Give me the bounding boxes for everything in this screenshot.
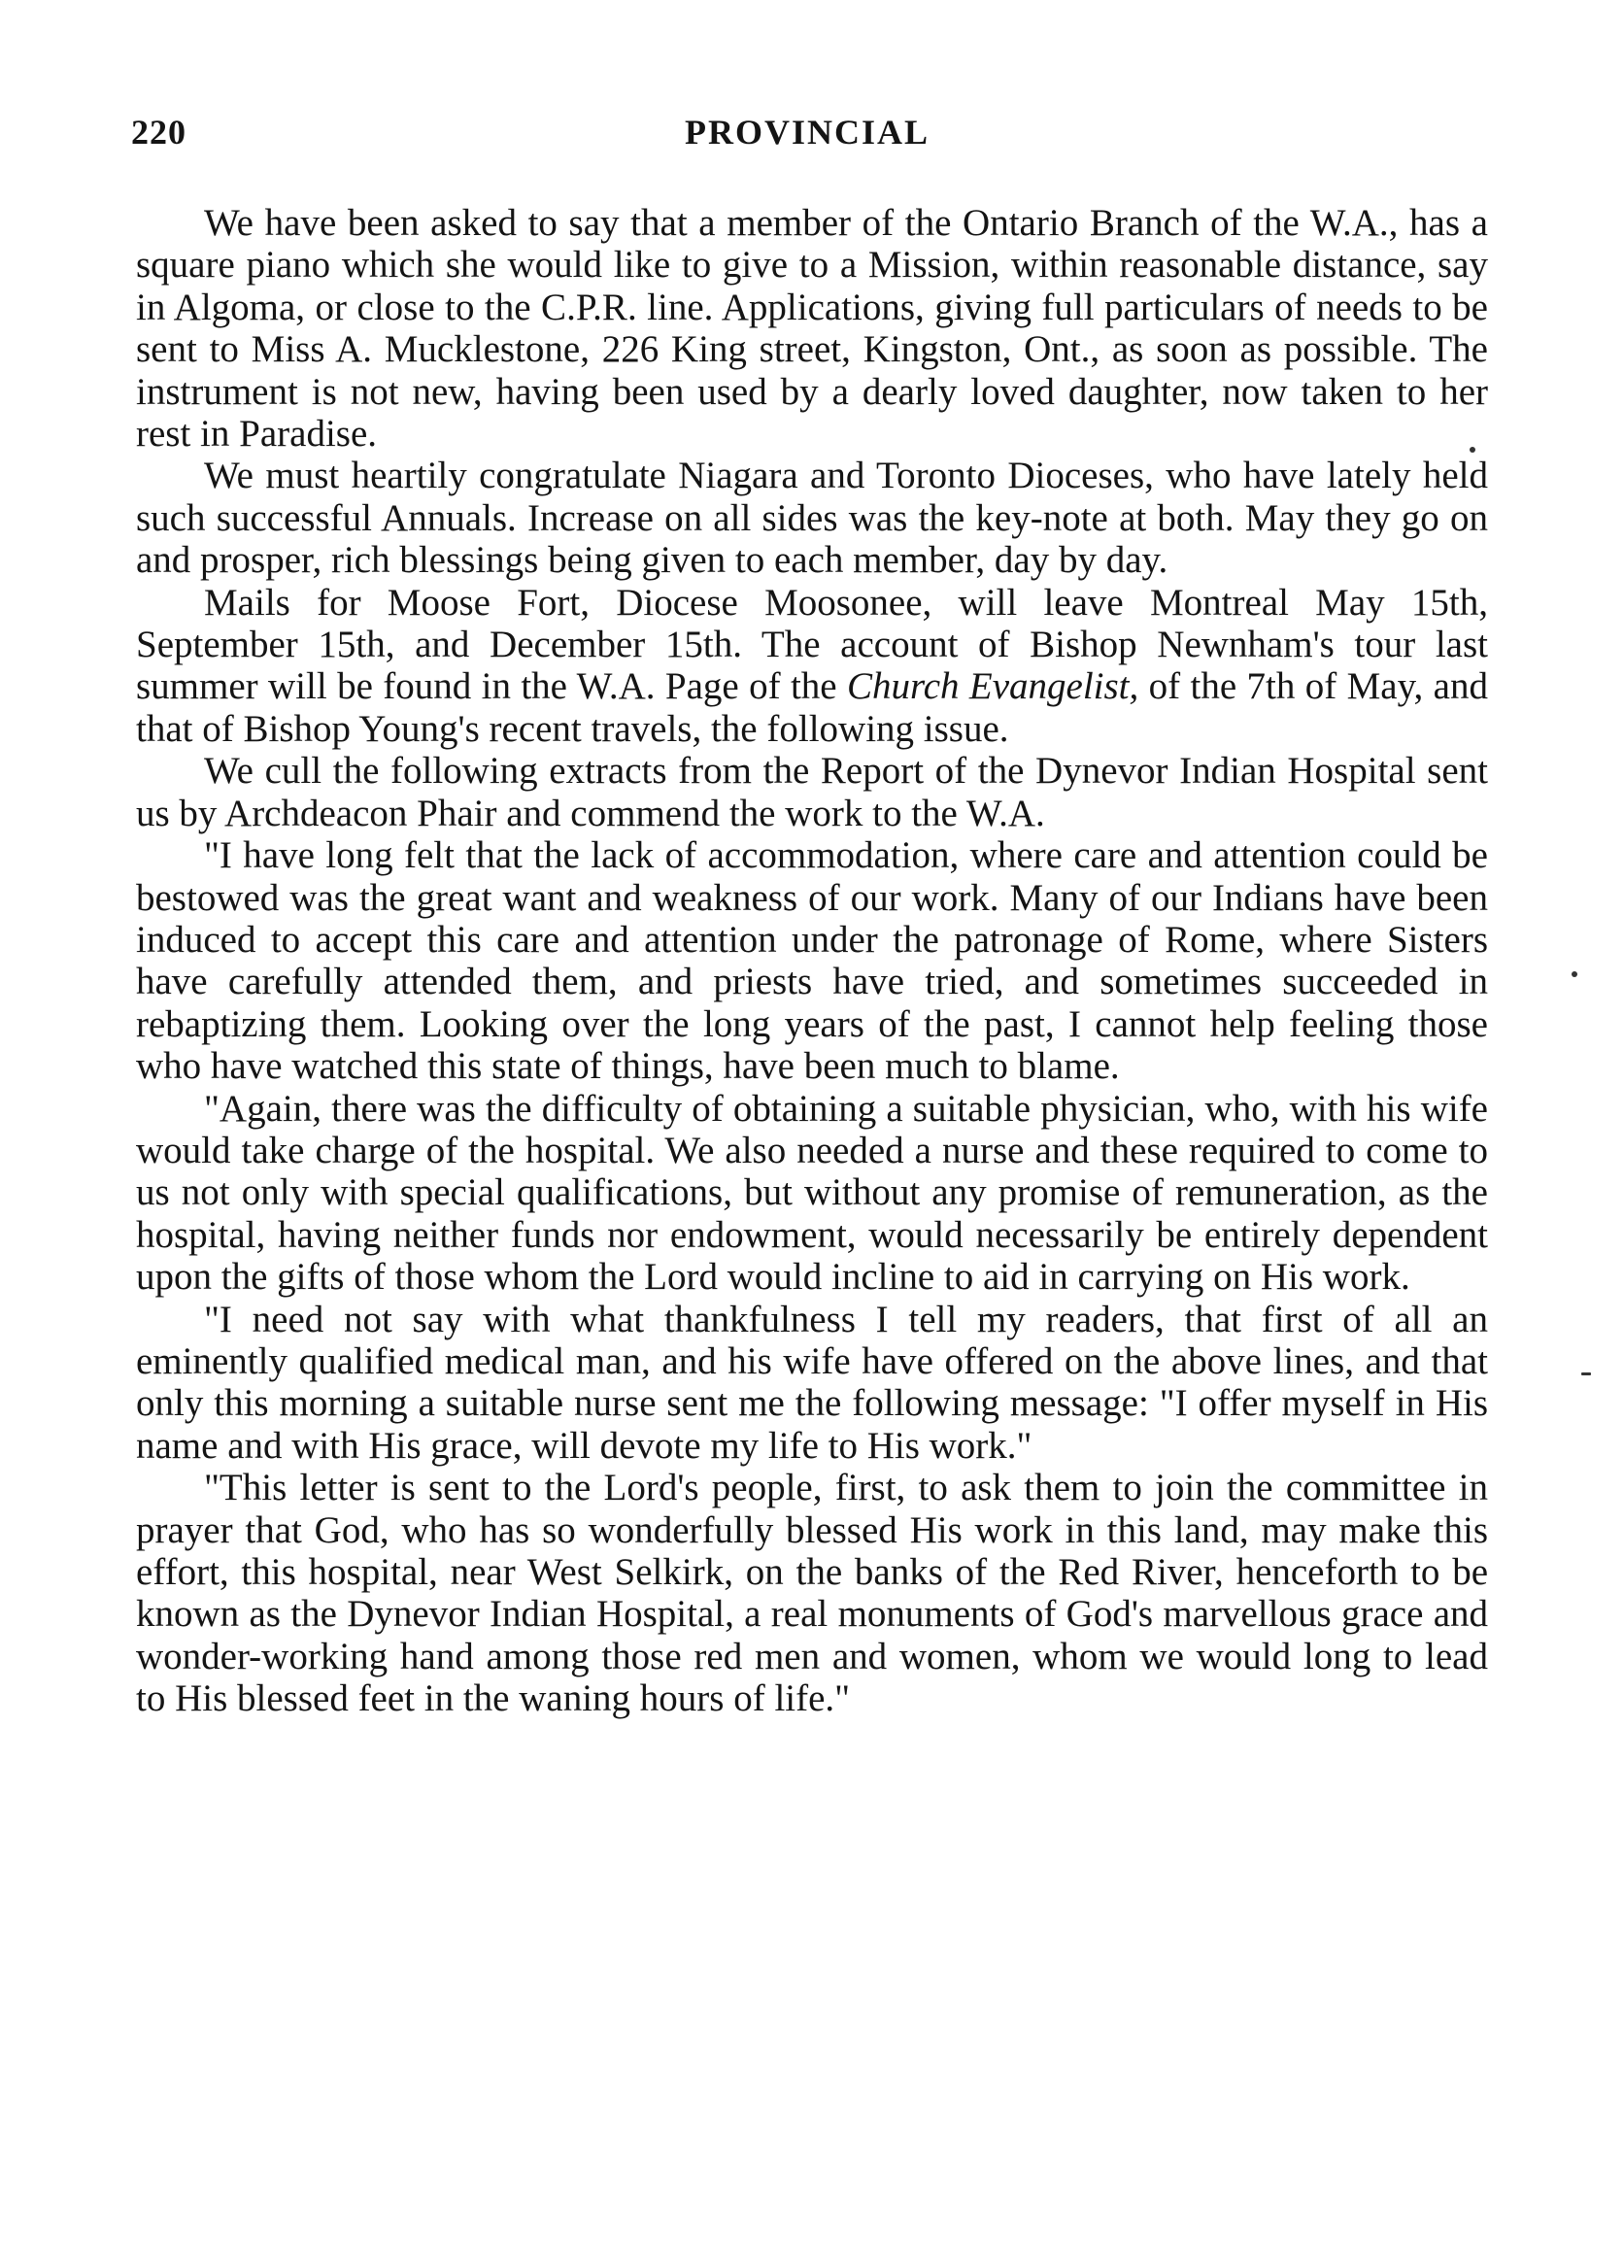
paragraph-quote-accommodation: "I have long felt that the lack of accommodation, where care and attention could be bestowed was the great want and weakness of our work. Many of our Indians have been induced to accept this care and attention under the patronage of Rome, where Sisters have carefully attended them, and priests have tried, and sometimes succeeded in rebaptizing them. Looking over the long years of the past, I cannot help feeling those who have watched this state of things, have been much to blame. [136,834,1488,1088]
page-header [131,112,1501,160]
print-speck [1470,447,1475,453]
paragraph-mails-moose-fort [136,582,1488,751]
paragraph-congratulations: We must heartily congratulate Niagara and Toronto Dioceses, who have lately held such successful Annuals. Increase on all sides was the key-note at both. May they go on and prosper, rich blessings being given to each member, day by day. [136,455,1488,582]
print-speck [1572,971,1577,977]
paragraph-quote-physician: "Again, there was the difficulty of obtaining a suitable physician, who, with his wife would take charge of the hospital. We also needed a nurse and these required to come to us not only with special qualifications, but without any promise of remuneration, as the hospital, having neither funds nor endowment, would necessarily be entirely dependent upon the gifts of those whom the Lord would incline to aid in carrying on His work. [136,1087,1488,1299]
mails-text-after: of the 7th of May, and that of Bishop Young's recent travels, the following issue. [136,665,1488,750]
mails-text-before: Mails for Moose Fort, Diocese Moosonee, will leave Montreal May 15th, September 15th, and December 15th. The account of Bishop Newnham's tour last summer will be found in the W.A. Page of the [136,581,1488,708]
paragraph-quote-thankfulness: "I need not say with what thankfulness I tell my readers, that first of all an eminently qualified medical man, and his wife have offered on the above lines, and that only this morning a suitable nurse sent me the following message: "I offer myself in His name and with His grace, will devote my life to His work." [136,1298,1488,1467]
paragraph-piano-notice: We have been asked to say that a member of the Ontario Branch of the W.A., has a square piano which she would like to give to a Mission, within reasonable distance, say in Algoma, or close to the C.P.R. line. Applications, giving full particulars of needs to be sent to Miss A. Mucklestone, 226 King street, Kingston, Ont., as soon as possible. The instrument is not new, having been used by a dearly loved daughter, now taken to her rest in Paradise. [136,202,1488,456]
church-evangelist-title: Church Evangelist, [846,665,1139,708]
running-head: PROVINCIAL [685,113,930,152]
paragraph-quote-letter: "This letter is sent to the Lord's people, first, to ask them to join the committee in prayer that God, who has so wonderfully blessed His work in this land, may make this effort, this hospital, near West Selkirk, on the banks of the Red River, henceforth to be known as the Dynevor Indian Hospital, a real monuments of God's marvellous grace and wonder-working hand among those red men and women, whom we would long to lead to His blessed feet in the waning hours of life." [136,1467,1488,1720]
page-number: 220 [131,113,186,152]
paragraph-dynevor-intro: We cull the following extracts from the Report of the Dynevor Indian Hospital sent us by Archdeacon Phair and commend the work to the W.A. [136,750,1488,834]
print-speck [1581,1372,1591,1375]
body-text [136,202,1488,1720]
